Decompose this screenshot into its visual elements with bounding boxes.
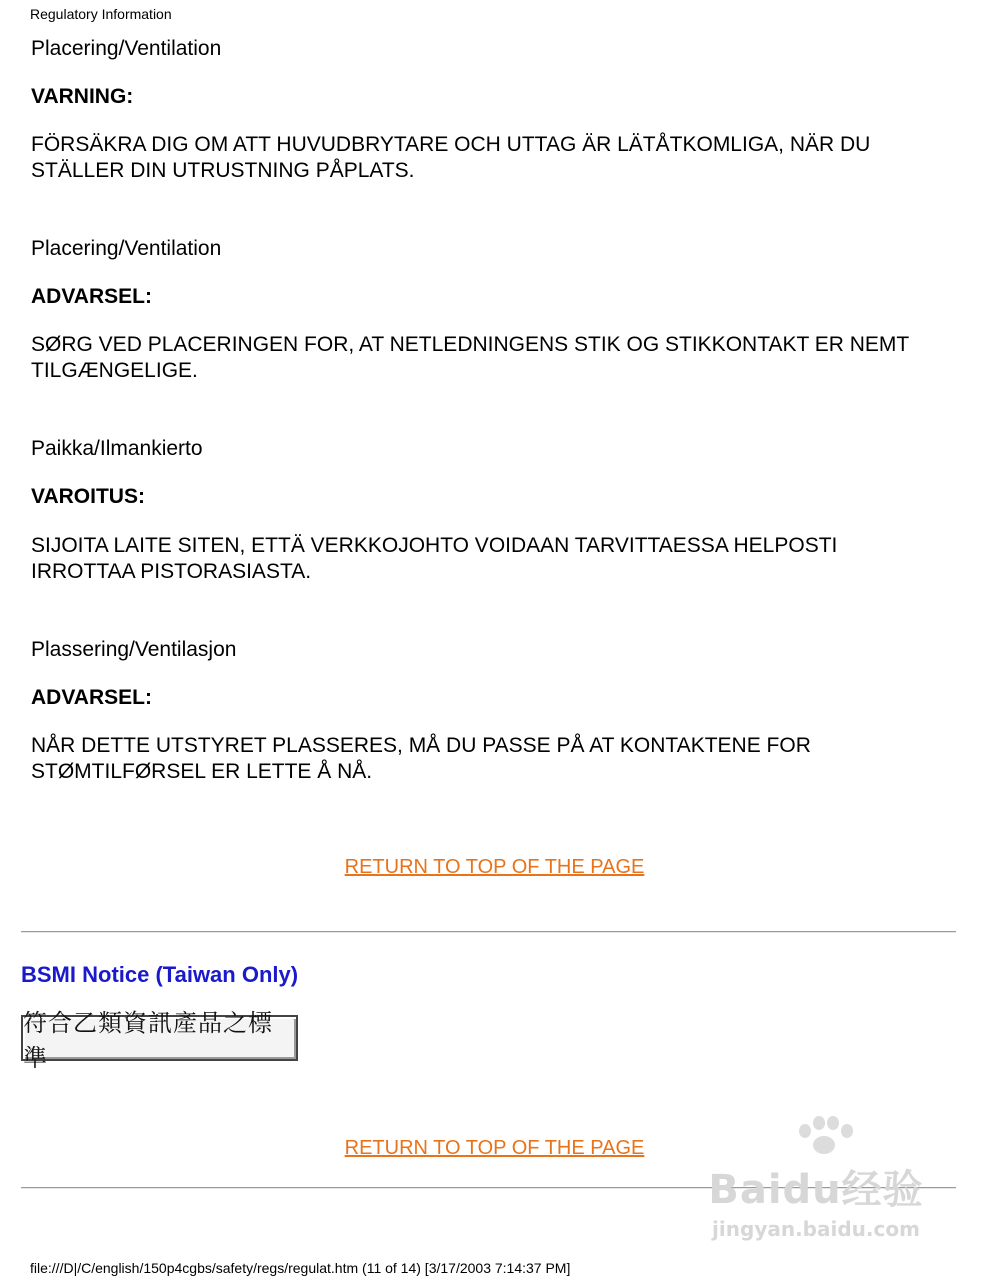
section-heading: Placering/Ventilation bbox=[31, 37, 222, 60]
bsmi-notice-image bbox=[21, 1009, 298, 1072]
return-to-top-link[interactable]: RETURN TO TOP OF THE PAGE bbox=[344, 856, 645, 878]
bsmi-image-text: 符合乙類資訊產品之標準 bbox=[23, 1009, 273, 1072]
watermark-main-text: Baidu经验 bbox=[708, 1167, 924, 1213]
watermark-sub-text: jingyan.baidu.com bbox=[712, 1217, 920, 1241]
document-header-title: Regulatory Information bbox=[30, 6, 172, 22]
warning-label: ADVARSEL: bbox=[31, 285, 152, 308]
warning-label: VAROITUS: bbox=[31, 485, 145, 508]
paw-logo-icon bbox=[793, 1116, 853, 1156]
section-heading: Paikka/Ilmankierto bbox=[31, 437, 203, 460]
bsmi-notice-heading: BSMI Notice (Taiwan Only) bbox=[21, 962, 299, 987]
warning-text: SIJOITA LAITE SITEN, ETTÄ VERKKOJOHTO VOIDAAN TARVITTAESSA HELPOSTI IRROTTAA PISTORASIASTA. bbox=[31, 534, 838, 583]
horizontal-divider bbox=[21, 931, 956, 933]
warning-text: FÖRSÄKRA DIG OM ATT HUVUDBRYTARE OCH UTTAG ÄR LÄTÅTKOMLIGA, NÄR DU STÄLLER DIN UTRUSTNING PÅPLATS. bbox=[31, 133, 871, 182]
warning-text: NÅR DETTE UTSTYRET PLASSERES, MÅ DU PASSE PÅ AT KONTAKTENE FOR STØMTILFØRSEL ER LETTE Å NÅ. bbox=[31, 734, 811, 783]
baidu-jingyan-watermark bbox=[701, 1128, 931, 1243]
footer-file-path: file:///D|/C/english/150p4cgbs/safety/regs/regulat.htm (11 of 14) [3/17/2003 7:14:37 PM] bbox=[30, 1260, 571, 1276]
section-heading: Placering/Ventilation bbox=[31, 237, 222, 260]
warning-label: VARNING: bbox=[31, 85, 134, 108]
return-to-top-link[interactable]: RETURN TO TOP OF THE PAGE bbox=[344, 1137, 645, 1159]
section-heading: Plassering/Ventilasjon bbox=[31, 638, 237, 661]
warning-text: SØRG VED PLACERINGEN FOR, AT NETLEDNINGENS STIK OG STIKKONTAKT ER NEMT TILGÆNGELIGE. bbox=[31, 333, 909, 382]
warning-label: ADVARSEL: bbox=[31, 686, 152, 709]
